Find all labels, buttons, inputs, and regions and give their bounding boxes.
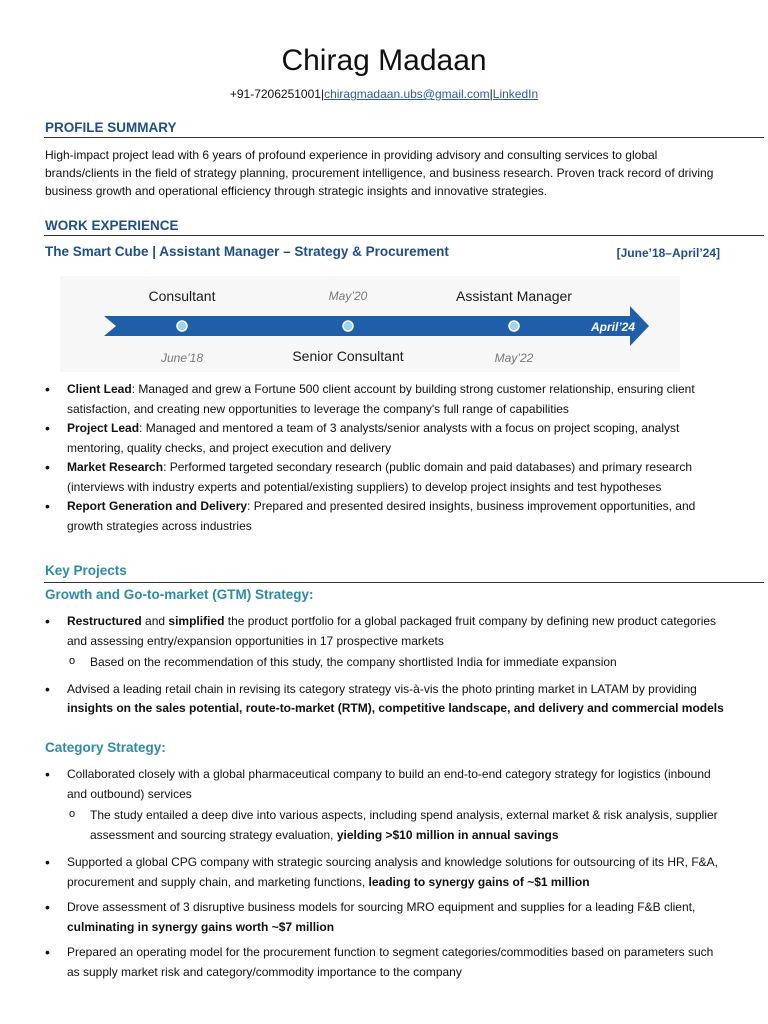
bullet-text: and	[141, 614, 169, 628]
timeline-milestone	[177, 321, 187, 331]
candidate-name: Chirag Madaan	[281, 44, 487, 77]
role-consultant: Consultant	[148, 288, 216, 304]
bullet-text: the product portfolio for a global packaged fruit company by defining new product categories and assessing entry/expansion opportunities in 17 prospective markets	[67, 614, 717, 648]
linkedin-link[interactable]: LinkedIn	[492, 87, 539, 101]
category-bullets	[45, 765, 725, 982]
role-senior-consultant: Senior Consultant	[292, 348, 404, 364]
list-item	[45, 380, 725, 419]
list-item	[45, 458, 725, 497]
bold-text: Restructured	[67, 614, 142, 628]
bullet-lead: Project Lead	[67, 421, 140, 435]
date-may20: May’20	[328, 289, 368, 303]
bullet-text: : Managed and mentored a team of 3 analysts/senior analysts with a focus on project scoping, analyst mentoring, quality checks, and project execution and delivery	[67, 421, 680, 455]
bullet-text: : Performed targeted secondary research (public domain and paid databases) and primary research (interviews with industry experts and potential/existing suppliers) to develop project insights and test hypotheses	[67, 460, 693, 494]
section-divider	[44, 582, 764, 583]
list-item	[45, 765, 725, 845]
bold-text: culminating in synergy gains worth ~$7 million	[67, 919, 335, 934]
career-timeline	[60, 276, 680, 372]
end-date-label: April’24	[590, 320, 636, 334]
list-item	[45, 680, 725, 719]
bold-text: leading to synergy gains of ~$1 million	[368, 874, 590, 889]
bullet-text: Supported a global CPG company with strategic sourcing analysis and knowledge solutions for outsourcing of its HR, F&A, procurement and supply chain, and marketing functions,	[67, 855, 718, 889]
bullet-text: Advised a leading retail chain in revising its category strategy vis-à-vis the photo printing market in LATAM by providing	[67, 681, 697, 696]
list-item	[45, 497, 725, 536]
contact-line	[0, 87, 768, 101]
phone-number: +91-7206251001	[229, 87, 321, 101]
timeline-milestone	[343, 321, 353, 331]
work-experience-heading: WORK EXPERIENCE	[45, 218, 179, 233]
bullet-text: : Managed and grew a Fortune 500 client account by building strong customer relationship, ensuring client satisfaction, and creating new opportunities to leverage the company's full range of capabilities	[67, 382, 695, 416]
list-item	[45, 898, 725, 937]
bullet-text: Collaborated closely with a global pharmaceutical company to build an end-to-end category strategy for logistics (inbound and outbound) services	[67, 767, 711, 801]
bullet-text: : Prepared and presented desired insights, business improvement opportunities, and growth strategies across industries	[67, 499, 696, 533]
section-divider	[44, 235, 764, 236]
date-may22: May’22	[494, 351, 534, 365]
key-projects-heading: Key Projects	[45, 563, 127, 578]
work-bullets	[45, 380, 725, 536]
sub-bullet-text: The study entailed a deep dive into various aspects, including spend analysis, external market & risk analysis, supplier assessment and sourcing strategy evaluation,	[90, 808, 718, 842]
bullet-text: Drove assessment of 3 disruptive business models for sourcing MRO equipment and supplies for a leading F&B client,	[67, 900, 696, 914]
gtm-bullets	[45, 612, 725, 719]
timeline-milestone	[509, 321, 519, 331]
sub-list-item	[45, 806, 725, 845]
category-strategy-heading: Category Strategy:	[45, 740, 166, 755]
list-item	[45, 853, 725, 892]
bold-text: insights on the sales potential, route-to-market (RTM), competitive landscape, and delivery and commercial models	[67, 701, 724, 715]
bold-text: simplified	[168, 614, 225, 628]
role-assistant-manager: Assistant Manager	[456, 288, 572, 304]
job-dates: [June’18–April’24]	[616, 246, 720, 260]
separator: |	[489, 87, 493, 101]
profile-summary-heading: PROFILE SUMMARY	[45, 120, 177, 135]
bullet-lead: Report Generation and Delivery	[67, 499, 248, 513]
bullet-text: Prepared an operating model for the procurement function to segment categories/commodities based on parameters such as supply market risk and category/commodity importance to the company	[67, 945, 714, 979]
email-link[interactable]: chiragmadaan.ubs@gmail.com	[324, 87, 490, 101]
bullet-lead: Market Research	[67, 460, 164, 474]
gtm-strategy-heading: Growth and Go-to-market (GTM) Strategy:	[45, 587, 314, 602]
date-june18: June’18	[160, 351, 204, 365]
job-title: The Smart Cube | Assistant Manager – Strategy & Procurement	[45, 244, 449, 259]
separator: |	[320, 87, 325, 101]
section-divider	[44, 137, 764, 138]
bullet-lead: Client Lead	[67, 382, 132, 396]
list-item	[45, 419, 725, 458]
sub-bullet-text: Based on the recommendation of this study, the company shortlisted India for immediate expansion	[90, 655, 617, 669]
bold-text: yielding >$10 million in annual savings	[336, 827, 559, 842]
sub-list-item	[45, 653, 725, 673]
list-item	[45, 943, 725, 982]
list-item	[45, 612, 725, 673]
profile-summary-text: High-impact project lead with 6 years of profound experience in providing advisory and consulting services to global brands/clients in the field of strategy planning, procurement intelligence, and business research. Proven track record of driving business growth and operational efficiency through strategic insights and innovative strategies.	[45, 148, 714, 198]
